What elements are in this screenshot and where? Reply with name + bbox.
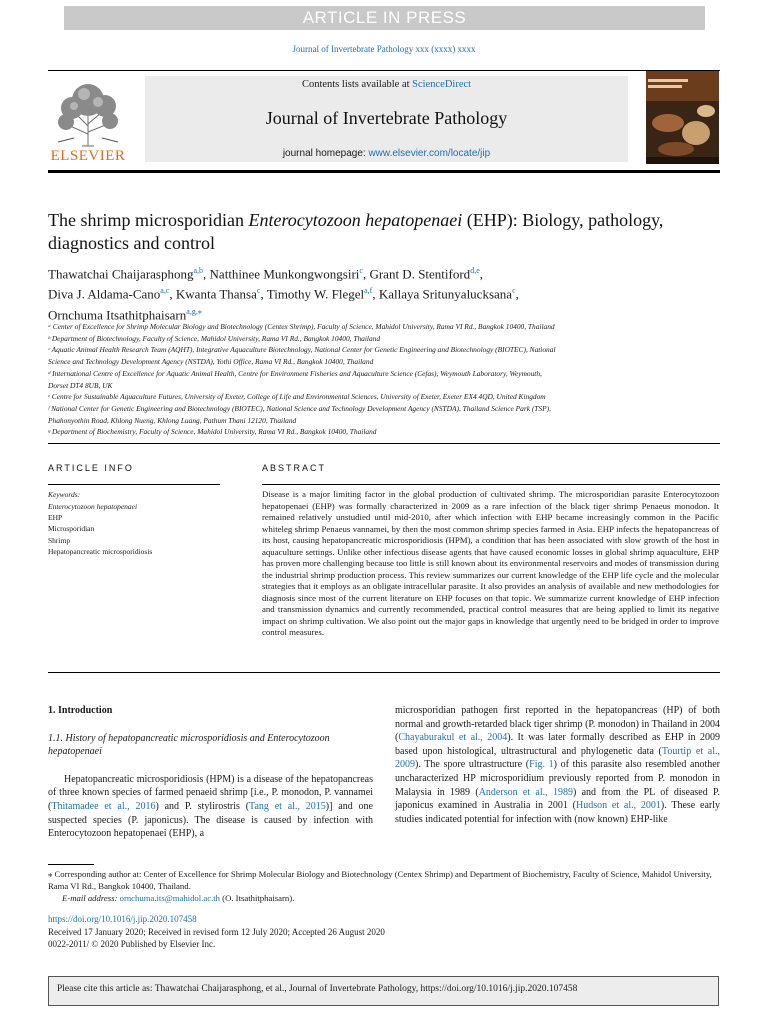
- affiliation-line: Science and Technology Development Agency (NSTDA), Yothi Office, Rama VI Rd., Bangkok 10400, Thailand: [48, 357, 374, 367]
- article-info-heading: ARTICLE INFO: [48, 463, 134, 473]
- keyword-item: Hepatopancreatic microsporidiosis: [48, 546, 153, 556]
- journal-masthead: [145, 76, 628, 162]
- author-name[interactable]: Kwanta Thansa: [175, 286, 257, 302]
- author-name[interactable]: Natthinee Munkongwongsiri: [209, 266, 360, 282]
- email-label: E-mail address:: [62, 893, 118, 904]
- author-affiliation-marker[interactable]: c: [256, 286, 261, 296]
- article-info-rule: [48, 484, 220, 485]
- keyword-item: EHP: [48, 513, 63, 523]
- corresponding-author-footnote: [48, 868, 720, 905]
- text-run: microsporidian pathogen first reported in the hepatopancreas (HP) of both normal and growth-retarded black tiger shrimp (P. monodon) in Thailand in 2004 (: [395, 705, 720, 744]
- email-suffix: (O. Itsathitphaisarn).: [220, 893, 295, 904]
- affiliation-line: ᶜ Aquatic Animal Health Research Team (AQHT), Integrative Aquaculture Biotechnology, National Center for Genetic Engineering and Biotechnology (BIOTEC), National: [48, 345, 556, 355]
- author-affiliation-marker[interactable]: a,f: [364, 286, 373, 296]
- author-affiliation-marker[interactable]: d,e: [470, 266, 480, 275]
- affiliation-line: Dorset DT4 8UB, UK: [48, 380, 113, 390]
- homepage-prefix: journal homepage:: [282, 148, 366, 159]
- citation-link[interactable]: Anderson et al., 1989: [478, 786, 573, 798]
- doi-link[interactable]: https://doi.org/10.1016/j.jip.2020.107458: [48, 914, 197, 924]
- author-separator: ,: [260, 286, 267, 302]
- citation-text: Please cite this article as: Thawatchai Chaijarasphong, et al., Journal of Invertebrate Pathology, https://doi.org/10.1016/j.jip.2020.107458: [57, 984, 578, 994]
- affiliation-line: Phahonyothin Road, Khlong Nueng, Khlong Luang, Pathum Thani 12120, Thailand: [48, 415, 297, 425]
- keywords-list: [48, 501, 152, 557]
- author-separator: ,: [203, 266, 210, 282]
- body-column-left: [48, 704, 373, 841]
- author-list: [48, 262, 720, 323]
- text-run: ) and P. stylirostris (: [155, 800, 250, 812]
- footnote-rule: [48, 864, 94, 865]
- author-name[interactable]: Thawatchai Chaijarasphong: [48, 266, 194, 282]
- journal-homepage-line: [145, 148, 628, 159]
- affiliation-line: ᶠ National Center for Genetic Engineering and Biotechnology (BIOTEC), National Science and Technology Development Agency (NSTDA), Thailand Science Park (TSP),: [48, 403, 551, 413]
- author-separator: ,: [372, 286, 379, 302]
- text-run: ). These early studies indicated potential for infection with (now known) EHP-like: [395, 800, 721, 825]
- abstract-rule: [262, 484, 720, 485]
- author-affiliation-marker[interactable]: a,g,⁎: [186, 306, 202, 316]
- section-heading: 1. Introduction: [48, 705, 113, 716]
- author-separator: ,: [362, 266, 370, 282]
- copyright-line: 0022-2011/ © 2020 Published by Elsevier Inc.: [48, 939, 216, 950]
- author-affiliation-marker[interactable]: c: [359, 266, 363, 275]
- email-line: [48, 892, 720, 904]
- author-name[interactable]: Ornchuma Itsathitphaisarn: [48, 306, 187, 322]
- subsection-heading: 1.1. History of hepatopancreatic microsporidiosis and Enterocytozoon hepatopenaei: [48, 732, 330, 758]
- title-part-2: (EHP): Biology, pathology, diagnostics and control: [48, 210, 664, 253]
- author-name[interactable]: Timothy W. Flegel: [266, 286, 365, 302]
- author-name[interactable]: Kallaya Sritunyalucksana: [378, 286, 513, 302]
- keyword-item: Enterocytozoon hepatopenaei: [48, 502, 138, 511]
- journal-cover-image: [646, 71, 719, 164]
- citation-link[interactable]: Tang et al., 2015: [249, 800, 326, 812]
- affiliation-line: ᵈ International Centre of Excellence for Aquatic Animal Health, Centre for Environment Fisheries and Aquaculture Science (Cefas), Weymouth Laboratory, Weymouth,: [48, 368, 542, 378]
- affiliations-block: [48, 321, 638, 438]
- keyword-item: Shrimp: [48, 535, 71, 545]
- contents-prefix: Contents lists available at: [301, 79, 410, 90]
- text-run: Hepatopancreatic microsporidiosis (HPM) is a disease of the hepatopancreas of three known species of farmed penaeid shrimp [i.e., P. monodon, P. vannamei (: [48, 773, 373, 812]
- author-name[interactable]: Diva J. Aldama-Cano: [48, 286, 161, 302]
- citation-link[interactable]: Thitamadee et al., 2016: [51, 800, 156, 812]
- header-top-rule: [48, 70, 720, 71]
- author-separator: ,: [479, 266, 483, 282]
- corresponding-author-text: ⁎ Corresponding author at: Center of Excellence for Shrimp Molecular Biology and Biotechnology (Centex Shrimp) and Department of Biochemistry, Faculty of Science, Mahidol University, Rama VI Rd., Bangkok 10400, Thailand.: [48, 869, 712, 892]
- text-run: ). It was later formally described as EHP in 2009 based upon histological, ultrastructural and phylogenetic data (: [395, 732, 720, 757]
- affiliation-line: ᵇ Department of Biotechnology, Faculty of Science, Mahidol University, Rama VI Rd., Bangkok 10400, Thailand: [48, 333, 381, 343]
- body-paragraph: [395, 704, 720, 826]
- keyword-item: Microsporidian: [48, 524, 95, 534]
- citation-link[interactable]: Tourtip et al., 2009: [395, 745, 721, 771]
- contents-available-line: [145, 79, 628, 90]
- text-run: ) and from the PL of diseased P. japonicus examined in Australia in 2001 (: [395, 786, 720, 812]
- elsevier-wordmark: ELSEVIER: [50, 148, 126, 164]
- abstract-heading: ABSTRACT: [262, 463, 327, 473]
- body-column-right: [395, 704, 720, 826]
- affiliation-line: ᵃ Center of Excellence for Shrimp Molecular Biology and Biotechnology (Centex Shrimp), Faculty of Science, Mahidol University, Rama VI Rd., Bangkok 10400, Thailand: [48, 322, 555, 331]
- figure-link[interactable]: Fig. 1: [529, 759, 554, 771]
- author-affiliation-marker[interactable]: a,b: [193, 266, 204, 275]
- title-part-1: The shrimp microsporidian: [48, 210, 249, 230]
- affiliation-line: ᵍ Department of Biochemistry, Faculty of Science, Mahidol University, Rama VI Rd., Bangkok 10400, Thailand: [48, 427, 377, 437]
- front-matter-rule: [48, 443, 720, 444]
- abstract-text: Disease is a major limiting factor in the global production of cultivated shrimp. The microsporidian parasite Enterocytozoon hepatopenaei (EHP) was formally characterized in 2009 as a rare infection of the black tiger shrimp Penaeus monodon. It remained relatively unstudied until mid-2010, after which infection with EHP became increasingly common in the Pacific whiteleg shrimp Penaeus vannamei, by then the most common shrimp species farmed in Asia. EHP infects the hepatopancreas of its host, causing hepatopancreatic microsporidiosis (HPM), a condition that has been associated with slow growth of the host in aquaculture settings. Unlike other infectious disease agents that have caused economic losses in global shrimp aquaculture, EHP has proven more challenging because too little is still known about its environmental reservoirs and modes of transmission during the industrial shrimp production process. This review summarizes our current knowledge of the EHP life cycle and the molecular strategies that it employs as an obligate intracellular parasite. It also provides an analysis of available and new methodologies for diagnosis since most of the current literature on EHP focuses on that topic. We summarize current knowledge of EHP infection and transmission dynamics and currently recommended, practical control measures that are being applied to limit its negative impact on shrimp cultivation. We also point out the major gaps in knowledge that urgently need to be bridged in order to improve control measures.: [262, 489, 719, 637]
- header-bottom-rule: [48, 170, 720, 173]
- homepage-link[interactable]: www.elsevier.com/locate/jip: [368, 148, 491, 159]
- affiliation-line: ᵉ Centre for Sustainable Aquaculture Futures, University of Exeter, College of Life and Environmental Sciences, University of Exeter, Exeter EX4 4QD, United Kingdom: [48, 392, 546, 402]
- citation-link[interactable]: Chayaburakul et al., 2004: [398, 732, 508, 744]
- article-history: [48, 926, 385, 951]
- author-separator: ,: [515, 286, 519, 302]
- received-dates: Received 17 January 2020; Received in revised form 12 July 2020; Accepted 26 August 2020: [48, 927, 385, 937]
- journal-title: Journal of Invertebrate Pathology: [265, 108, 508, 128]
- citation-link[interactable]: Hudson et al., 2001: [575, 800, 661, 812]
- text-run: ). The spore ultrastructure (: [415, 759, 530, 771]
- sciencedirect-link[interactable]: ScienceDirect: [412, 79, 472, 90]
- author-name[interactable]: Grant D. Stentiford: [369, 266, 471, 282]
- text-run: )] and one suspected species (P. japonicus). The disease is caused by infection with Enterocytozoon hepatopenaei (EHP), a: [48, 800, 373, 840]
- article-in-press-banner: ARTICLE IN PRESS: [64, 6, 705, 30]
- keywords-label: Keywords:: [48, 490, 81, 499]
- author-separator: ,: [169, 286, 176, 302]
- paper-title: [48, 209, 688, 255]
- citation-box: [48, 976, 719, 1006]
- author-affiliation-marker[interactable]: a,c: [160, 286, 170, 296]
- title-species: Enterocytozoon hepatopenaei: [248, 210, 463, 230]
- journal-reference-link[interactable]: Journal of Invertebrate Pathology xxx (xxxx) xxxx: [292, 44, 476, 54]
- author-affiliation-marker[interactable]: c: [512, 286, 516, 296]
- email-link[interactable]: ornchuma.its@mahidol.ac.th: [119, 893, 220, 904]
- text-run: ) of this parasite also resembled another uncharacterized HP microsporidium previously reported from P. monodon in Malaysia in 1989 (: [395, 759, 721, 798]
- body-paragraph: [48, 773, 373, 841]
- abstract-bottom-rule: [48, 672, 720, 673]
